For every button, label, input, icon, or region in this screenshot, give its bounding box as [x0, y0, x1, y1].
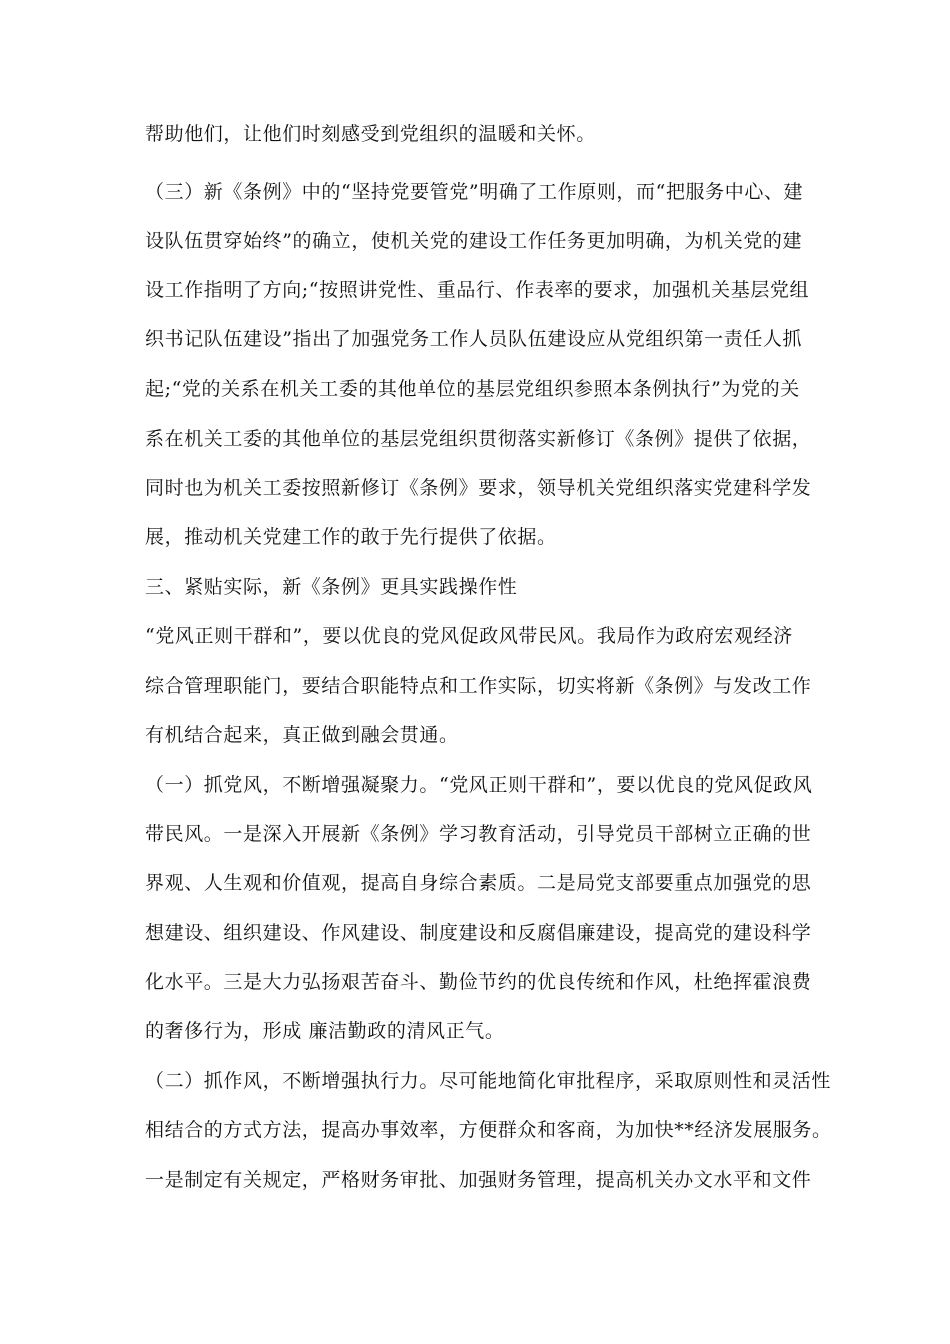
- text-line: 带民风。一是深入开展新《条例》学习教育活动，引导党员干部树立正确的世: [145, 823, 812, 845]
- text-line: （三）新《条例》中的“坚持党要管党”明确了工作原则，而“把服务中心、建: [145, 181, 804, 203]
- text-line: 展，推动机关党建工作的敢于先行提供了依据。: [145, 526, 557, 548]
- text-line: 想建设、组织建设、作风建设、制度建设和反腐倡廉建设，提高党的建设科学: [145, 922, 812, 944]
- section-heading: 三、紧贴实际，新《条例》更具实践操作性: [145, 576, 518, 598]
- text-line: 设队伍贯穿始终”的确立，使机关党的建设工作任务更加明确，为机关党的建: [145, 230, 803, 252]
- text-line: 帮助他们，让他们时刻感受到党组织的温暖和关怀。: [145, 123, 596, 145]
- text-line: 设工作指明了方向;“按照讲党性、重品行、作表率的要求，加强机关基层党组: [145, 279, 810, 301]
- text-line: （一）抓党风，不断增强凝聚力。“党风正则干群和”，要以优良的党风促政风: [145, 774, 813, 796]
- text-line: 织书记队伍建设”指出了加强党务工作人员队伍建设应从党组织第一责任人抓: [145, 328, 803, 350]
- text-line: 有机结合起来，真正做到融会贯通。: [145, 724, 459, 746]
- text-line: 相结合的方式方法，提高办事效率，方便群众和客商，为加快**经济发展服务。: [145, 1119, 832, 1141]
- text-line: 一是制定有关规定，严格财务审批、加强财务管理，提高机关办文水平和文件: [145, 1169, 812, 1191]
- text-line: 的奢侈行为，形成 廉洁勤政的清风正气。: [145, 1020, 505, 1042]
- text-line: 同时也为机关工委按照新修订《条例》要求，领导机关党组织落实党建科学发: [145, 477, 812, 499]
- text-line: 系在机关工委的其他单位的基层党组织贯彻落实新修订《条例》提供了依据，: [145, 428, 812, 450]
- text-line: （二）抓作风，不断增强执行力。尽可能地简化审批程序，采取原则性和灵活性: [145, 1070, 832, 1092]
- text-line: “党风正则干群和”，要以优良的党风促政风带民风。我局作为政府宏观经济: [145, 625, 793, 647]
- text-line: 界观、人生观和价值观，提高自身综合素质。二是局党支部要重点加强党的思: [145, 872, 812, 894]
- text-line: 起;“党的关系在机关工委的其他单位的基层党组织参照本条例执行”为党的关: [145, 378, 800, 400]
- text-line: 综合管理职能门，要结合职能特点和工作实际，切实将新《条例》与发改工作: [145, 675, 812, 697]
- text-line: 化水平。三是大力弘扬艰苦奋斗、勤俭节约的优良传统和作风，杜绝挥霍浪费: [145, 971, 812, 993]
